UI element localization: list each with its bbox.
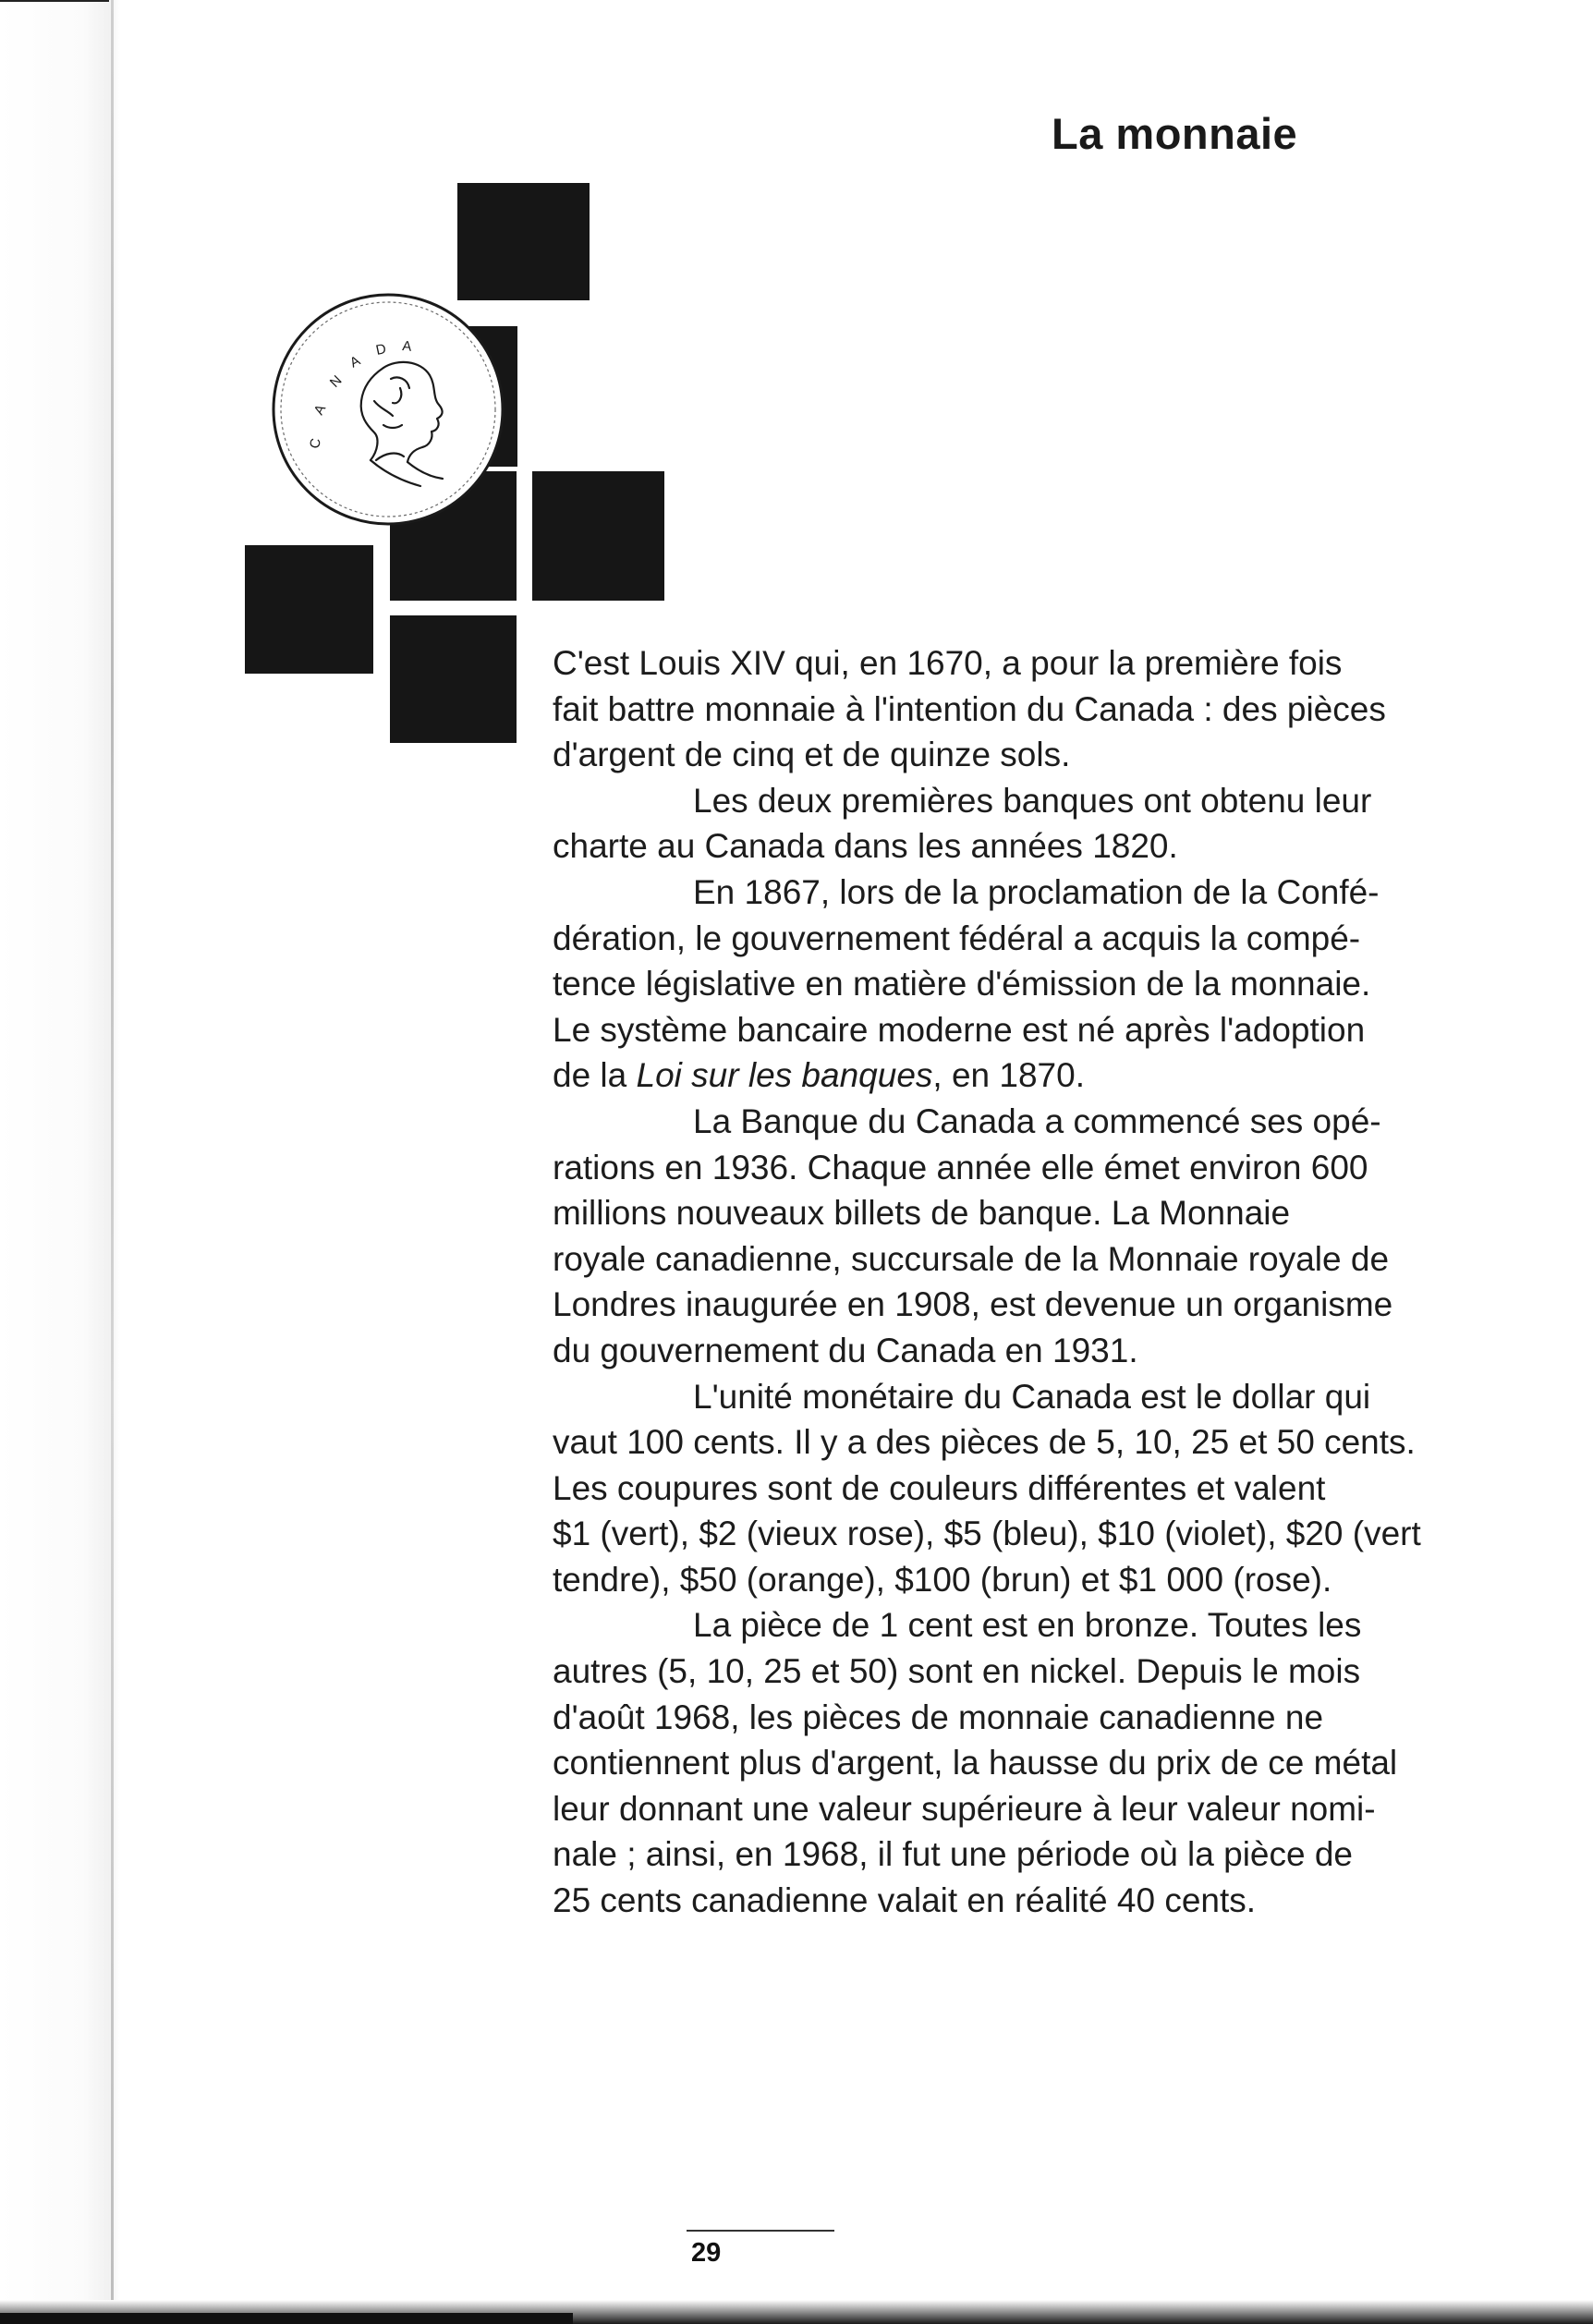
emblem-square-left <box>245 545 373 674</box>
paragraph-1-line-2: fait battre monnaie à l'intention du Canada : des pièces <box>553 689 1386 728</box>
paragraph-5-line-1: L'unité monétaire du Canada est le dollar qui <box>693 1377 1371 1416</box>
article-body <box>553 640 1495 1924</box>
paragraph-3 <box>553 870 1495 1099</box>
paragraph-5 <box>553 1374 1495 1603</box>
coin-legend-a3: A <box>401 338 413 355</box>
paragraph-2-line-2: charte au Canada dans les années 1820. <box>553 827 1178 866</box>
paragraph-6-line-5: leur donnant une valeur supérieure à leur valeur nomi- <box>553 1789 1376 1828</box>
paragraph-3-line-4: Le système bancaire moderne est né après l'adoption <box>553 1010 1366 1049</box>
paragraph-5-line-5: tendre), $50 (orange), $100 (brun) et $1 000 (rose). <box>553 1560 1332 1599</box>
paragraph-1-line-3: d'argent de cinq et de quinze sols. <box>553 736 1071 774</box>
coin-disc <box>274 295 503 524</box>
paragraph-1-line-1: C'est Louis XIV qui, en 1670, a pour la première fois <box>553 644 1343 682</box>
coin-legend-n: N <box>326 372 346 391</box>
paragraph-3-line-5-before: de la <box>553 1056 637 1095</box>
paragraph-5-line-2: vaut 100 cents. Il y a des pièces de 5, 10, 25 et 50 cents. <box>553 1423 1416 1462</box>
paragraph-5-line-3: Les coupures sont de couleurs différentes et valent <box>553 1468 1326 1507</box>
coin <box>274 295 503 524</box>
coin-legend-a2: A <box>347 352 363 371</box>
paragraph-3-line-5-after: , en 1870. <box>932 1056 1085 1095</box>
paragraph-4-line-4: royale canadienne, succursale de la Monnaie royale de <box>553 1239 1390 1278</box>
paragraph-3-line-1: En 1867, lors de la proclamation de la Confé- <box>693 872 1380 911</box>
paragraph-4-line-1: La Banque du Canada a commencé ses opé- <box>693 1101 1381 1140</box>
page-title: La monnaie <box>1052 109 1298 159</box>
paragraph-2 <box>553 778 1495 870</box>
coin-legend-d: D <box>374 341 388 359</box>
bottom-scan-shadow <box>0 2300 1593 2324</box>
paragraph-5-line-4: $1 (vert), $2 (vieux rose), $5 (bleu), $10 (violet), $20 (vert <box>553 1515 1421 1553</box>
paragraph-3-line-3: tence législative en matière d'émission de la monnaie. <box>553 965 1371 1004</box>
paragraph-6-line-1: La pièce de 1 cent est en bronze. Toutes les <box>693 1606 1362 1645</box>
paragraph-6 <box>553 1602 1495 1923</box>
bottom-scan-dark-band <box>0 2313 573 2324</box>
paragraph-4-line-6: du gouvernement du Canada en 1931. <box>553 1331 1138 1369</box>
paragraph-6-line-6: nale ; ainsi, en 1968, il fut une période où la pièce de <box>553 1835 1354 1874</box>
paragraph-4-line-5: Londres inaugurée en 1908, est devenue un organisme <box>553 1285 1393 1324</box>
paragraph-1 <box>553 640 1495 778</box>
paragraph-6-line-7: 25 cents canadienne valait en réalité 40 cents. <box>553 1881 1257 1920</box>
binding-gutter-line <box>111 0 114 2324</box>
law-title: Loi sur les banques <box>636 1056 933 1095</box>
coin-legend-c: C <box>307 437 324 450</box>
page-number-rule <box>687 2230 834 2232</box>
paragraph-3-line-5 <box>553 1052 1495 1099</box>
paragraph-4 <box>553 1099 1495 1374</box>
page-binding-edge <box>0 0 120 2324</box>
emblem-square-right <box>532 471 664 601</box>
page-number: 29 <box>691 2238 722 2268</box>
paragraph-6-line-4: contiennent plus d'argent, la hausse du prix de ce métal <box>553 1744 1398 1783</box>
top-left-rule <box>0 0 109 2</box>
paragraph-6-line-3: d'août 1968, les pièces de monnaie canadienne ne <box>553 1697 1324 1736</box>
coin-legend-a1: A <box>310 402 330 418</box>
paragraph-4-line-3: millions nouveaux billets de banque. La Monnaie <box>553 1194 1291 1233</box>
paragraph-6-line-2: autres (5, 10, 25 et 50) sont en nickel. Depuis le mois <box>553 1652 1361 1691</box>
paragraph-3-line-2: dération, le gouvernement fédéral a acquis la compé- <box>553 919 1361 957</box>
emblem-square-bottom <box>390 615 517 743</box>
emblem-square-top <box>457 183 590 300</box>
paragraph-4-line-2: rations en 1936. Chaque année elle émet environ 600 <box>553 1148 1368 1186</box>
paragraph-2-line-1: Les deux premières banques ont obtenu leur <box>693 781 1372 820</box>
